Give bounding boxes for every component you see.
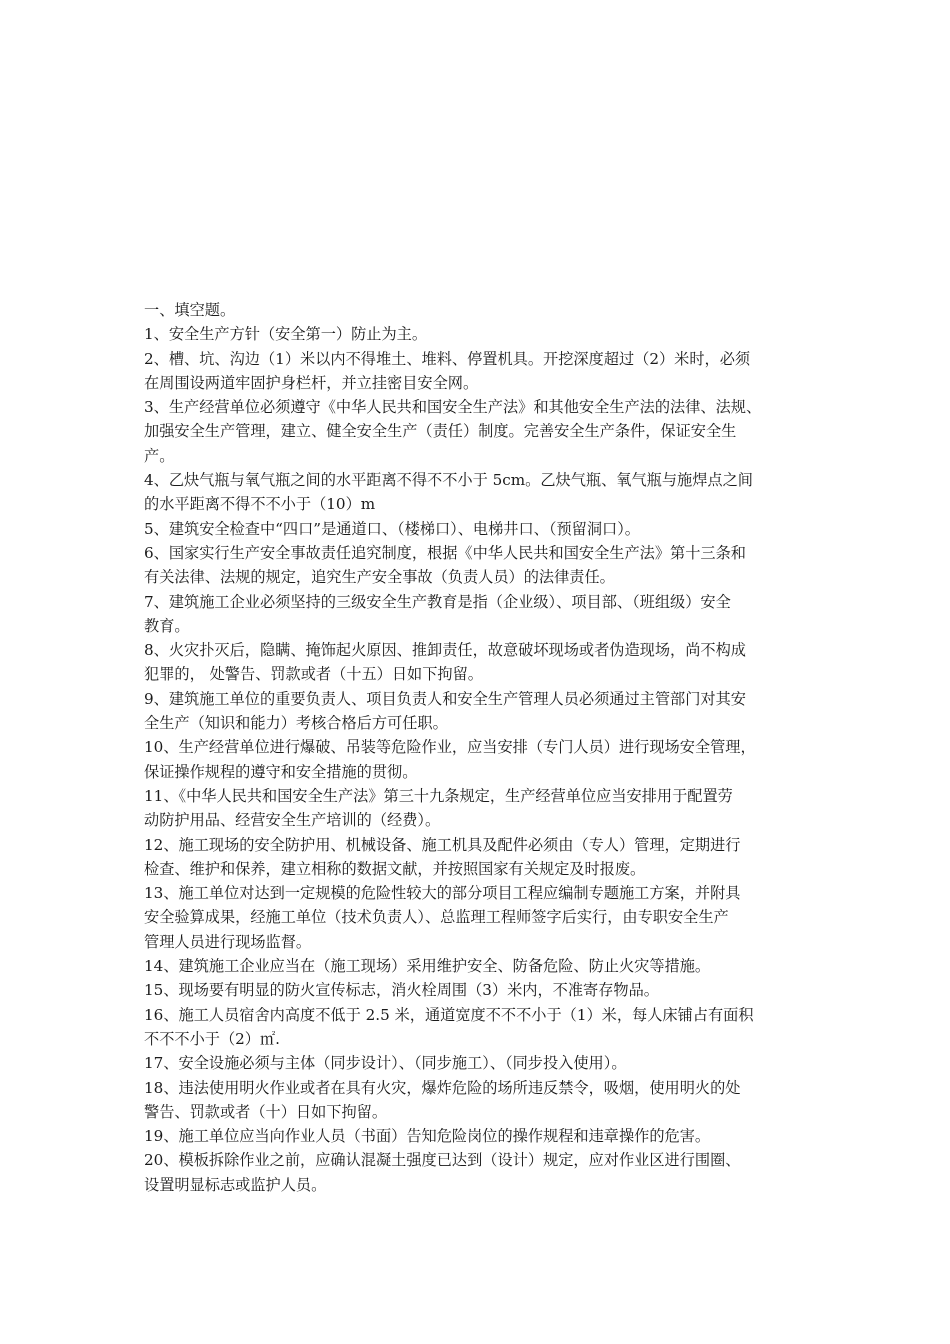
text-line: 安全验算成果，经施工单位（技术负责人）、总监理工程师签字后实行，由专职安全生产 xyxy=(144,908,729,927)
text-line: 11、《中华人民共和国安全生产法》第三十九条规定，生产经营单位应当安排用于配置劳 xyxy=(144,786,733,805)
section-heading: 一、填空题。 xyxy=(144,301,236,319)
text-line: 8、火灾扑灭后，隐瞒、掩饰起火原因、推卸责任，故意破坏现场或者伪造现场，尚不构成 xyxy=(144,641,746,660)
text-line: 1、安全生产方针（安全第一）防止为主。 xyxy=(144,325,428,344)
text-line: 4、乙炔气瓶与氧气瓶之间的水平距离不得不不小于 5cm。乙炔气瓶、氧气瓶与施焊点之间 xyxy=(144,471,753,490)
text-line: 6、国家实行生产安全事故责任追究制度，根据《中华人民共和国安全生产法》第十三条和 xyxy=(144,543,746,562)
text-line: 犯罪的， 处警告、罚款或者（十五）日如下拘留。 xyxy=(144,665,483,684)
text-line: 管理人员进行现场监督。 xyxy=(144,932,312,951)
text-line: 15、现场要有明显的防火宣传标志，消火栓周围（3）米内，不准寄存物品。 xyxy=(144,981,659,1000)
text-line: 20、模板拆除作业之前，应确认混凝土强度已达到（设计）规定，应对作业区进行围圈、 xyxy=(144,1151,741,1170)
text-line: 的水平距离不得不不小于（10）m xyxy=(144,495,376,514)
text-line: 教育。 xyxy=(144,616,190,635)
text-line: 14、建筑施工企业应当在（施工现场）采用维护安全、防备危险、防止火灾等措施。 xyxy=(144,957,711,976)
text-line: 有关法律、法规的规定，追究生产安全事故（负责人员）的法律责任。 xyxy=(144,568,615,587)
document-body xyxy=(144,298,812,1197)
text-line: 17、安全设施必须与主体（同步设计）、（同步施工）、（同步投入使用）。 xyxy=(144,1054,627,1073)
text-line: 警告、罚款或者（十）日如下拘留。 xyxy=(144,1102,387,1121)
text-line: 2、槽、坑、沟边（1）米以内不得堆土、堆料、停置机具。开挖深度超过（2）米时，必须 xyxy=(144,349,751,368)
text-line: 全生产（知识和能力）考核合格后方可任职。 xyxy=(144,714,448,733)
text-line: 16、施工人员宿舍内高度不低于 2.5 米，通道宽度不不不小于（1）米，每人床铺占有面积 xyxy=(144,1005,754,1024)
text-line: 9、建筑施工单位的重要负责人、项目负责人和安全生产管理人员必须通过主管部门对其安 xyxy=(144,689,746,708)
text-line: 7、建筑施工企业必须坚持的三级安全生产教育是指（企业级）、项目部、（班组级）安全 xyxy=(144,592,731,611)
text-line: 13、施工单位对达到一定规模的危险性较大的部分项目工程应编制专题施工方案，并附具 xyxy=(144,884,741,903)
text-line: 3、生产经营单位必须遵守《中华人民共和国安全生产法》和其他安全生产法的法律、法规、 xyxy=(144,398,762,417)
text-line: 5、建筑安全检查中“四口”是通道口、（楼梯口）、电梯井口、（预留洞口）。 xyxy=(144,519,640,538)
text-line: 保证操作规程的遵守和安全措施的贯彻。 xyxy=(144,762,418,781)
text-line: 不不不小于（2）㎡. xyxy=(144,1029,280,1048)
text-line: 设置明显标志或监护人员。 xyxy=(144,1175,327,1194)
text-line: 19、施工单位应当向作业人员（书面）告知危险岗位的操作规程和违章操作的危害。 xyxy=(144,1127,711,1146)
text-line: 检查、维护和保养，建立相称的数据文献，并按照国家有关规定及时报废。 xyxy=(144,859,646,878)
text-line: 加强安全生产管理，建立、健全安全生产（责任）制度。完善安全生产条件，保证安全生 xyxy=(144,422,737,441)
text-line: 10、生产经营单位进行爆破、吊装等危险作业，应当安排（专门人员）进行现场安全管理， xyxy=(144,738,756,757)
text-line: 产。 xyxy=(144,446,175,465)
text-line: 18、违法使用明火作业或者在具有火灾，爆炸危险的场所违反禁令，吸烟，使用明火的处 xyxy=(144,1078,741,1097)
text-line: 12、施工现场的安全防护用、机械设备、施工机具及配件必须由（专人）管理，定期进行 xyxy=(144,835,741,854)
text-line: 在周围设两道牢固护身栏杆，并立挂密目安全网。 xyxy=(144,373,479,392)
text-line: 动防护用品、经营安全生产培训的（经费）。 xyxy=(144,811,441,830)
